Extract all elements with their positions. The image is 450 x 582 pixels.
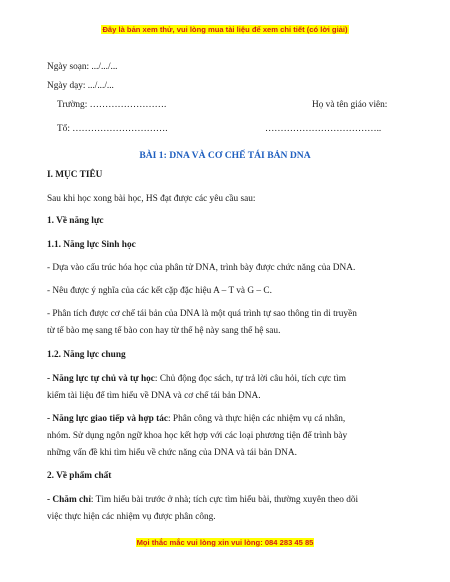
contact-banner: Mọi thắc mắc vui lòng xin vui lòng: 084 283 45 85 (136, 538, 314, 547)
paragraph-diligence-continued: việc thực hiện các nhiệm vụ được phân công. (47, 512, 216, 522)
heading-competence: 1. Về năng lực (47, 216, 104, 226)
preview-banner: Đây là bản xem thử, vui lòng mua tài liệu để xem chi tiết (có lời giải) (102, 25, 348, 34)
diligence-label: - Chăm chỉ (47, 495, 91, 505)
date-taught: Ngày dạy: .../.../... (47, 81, 114, 91)
date-prepared: Ngày soạn: .../.../... (47, 62, 118, 72)
list-item: - Dựa vào cấu trúc hóa học của phân tử DNA, trình bày được chức năng của DNA. (47, 263, 356, 273)
group-field: Tổ: …………………………. (57, 124, 168, 134)
list-item: - Phân tích được cơ chế tái bản của DNA là một quá trình tự sao thông tin di truyền (47, 309, 357, 319)
section-heading-objectives: I. MỤC TIÊU (47, 170, 103, 180)
teacher-name-field: Họ và tên giáo viên: (312, 100, 388, 110)
self-study-label: - Năng lực tự chủ và tự học (47, 374, 155, 384)
school-field: Trường: ……………………. (57, 100, 167, 110)
paragraph-communication-continued: nhóm. Sử dụng ngôn ngữ khoa học kết hợp với các loại phương tiện để trình bày (47, 431, 348, 441)
heading-qualities: 2. Về phẩm chất (47, 471, 112, 481)
heading-biology-competence: 1.1. Năng lực Sinh học (47, 240, 136, 250)
paragraph-self-study-continued: kiếm tài liệu để tìm hiểu về DNA và cơ chế tái bản DNA. (47, 391, 261, 401)
paragraph-self-study: - Năng lực tự chủ và tự học: Chủ động đọc sách, tự trả lời câu hỏi, tích cực tìm (47, 374, 346, 384)
list-item: - Nêu được ý nghĩa của các kết cặp đặc hiệu A – T và G – C. (47, 286, 272, 296)
heading-general-competence: 1.2. Năng lực chung (47, 350, 126, 360)
teacher-name-dots: ……………………………….. (265, 124, 382, 134)
paragraph-communication: - Năng lực giao tiếp và hợp tác: Phân công và thực hiện các nhiệm vụ cá nhân, (47, 414, 346, 424)
list-item-continued: từ tế bào mẹ sang tế bào con hay từ thế hệ này sang thế hệ sau. (47, 326, 281, 336)
paragraph-diligence: - Chăm chỉ: Tìm hiểu bài trước ở nhà; tích cực tìm hiểu bài, thường xuyên theo dõi (47, 495, 359, 505)
lesson-title: BÀI 1: DNA VÀ CƠ CHẾ TÁI BẢN DNA (139, 150, 311, 161)
intro-text: Sau khi học xong bài học, HS đạt được các yêu cầu sau: (47, 194, 256, 204)
paragraph-communication-end: những vấn đề khi tìm hiểu về chức năng của DNA và tái bản DNA. (47, 448, 297, 458)
communication-label: - Năng lực giao tiếp và hợp tác (47, 414, 168, 424)
